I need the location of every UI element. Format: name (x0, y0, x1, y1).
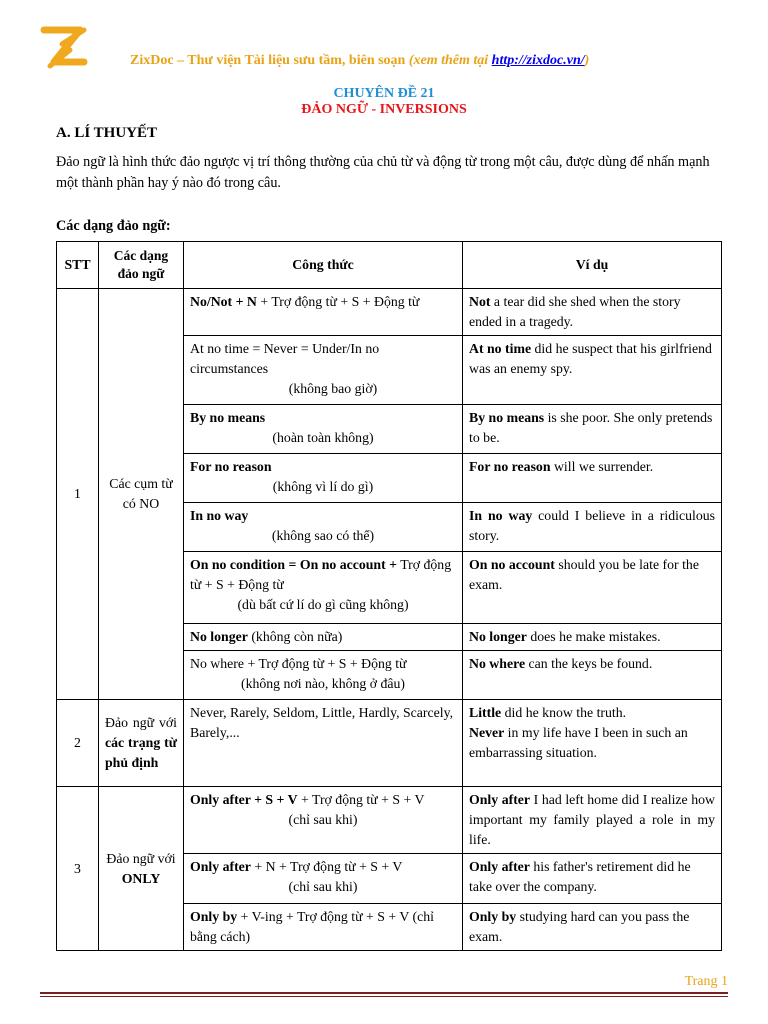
footer-rule-thin (40, 996, 728, 997)
site-header (130, 53, 589, 69)
group-label: Đảo ngữ với ONLY (99, 787, 184, 951)
more-prefix: (xem thêm tại (408, 53, 492, 68)
example-cell: No longer does he make mistakes. (463, 624, 722, 651)
formula-cell: For no reason (không vì lí do gì) (184, 454, 463, 503)
group-label: Các cụm từ có NO (99, 289, 184, 700)
intro-paragraph: Đảo ngữ là hình thức đảo ngược vị trí thông thường của chủ từ và động từ trong một câu, được dùng để nhấn mạnh một thành phần hay ý nào đó trong câu. (56, 154, 710, 191)
example-cell: Only after his father's retirement did he take over the company. (463, 854, 722, 904)
header-example: Ví dụ (463, 242, 722, 289)
table-header-row (57, 242, 722, 289)
brand-text: ZixDoc – Thư viện Tài liệu sưu tầm, biên soạn (130, 53, 406, 68)
formula-cell: Only after + S + V + Trợ động từ + S + V (chỉ sau khi) (184, 787, 463, 854)
example-cell: At no time did he suspect that his girlfriend was an enemy spy. (463, 336, 722, 405)
formula-cell: By no means (hoàn toàn không) (184, 405, 463, 454)
topic-title: ĐẢO NGỮ - INVERSIONS (301, 102, 467, 117)
table-row (57, 787, 722, 854)
table-row (57, 700, 722, 787)
header-stt: STT (57, 242, 99, 289)
example-cell: Only by studying hard can you pass the exam. (463, 904, 722, 951)
topic-number: CHUYÊN ĐỀ 21 (333, 86, 435, 101)
example-cell: By no means is she poor. She only pretends to be. (463, 405, 722, 454)
example-cell: On no account should you be late for the exam. (463, 552, 722, 624)
example-cell: In no way could I believe in a ridiculous story. (463, 503, 722, 552)
formula-cell: At no time = Never = Under/In no circumstances (không bao giờ) (184, 336, 463, 405)
formula-cell: In no way (không sao có thể) (184, 503, 463, 552)
types-label: Các dạng đảo ngữ: (56, 218, 171, 234)
header-formula: Công thức (184, 242, 463, 289)
page-number: Trang 1 (684, 974, 728, 989)
example-cell: No where can the keys be found. (463, 651, 722, 700)
example-cell: Only after I had left home did I realize how important my family played a role in my life. (463, 787, 722, 854)
table-row (57, 289, 722, 336)
group-label: Đảo ngữ với các trạng từ phủ định (99, 700, 184, 787)
formula-cell: On no condition = On no account + Trợ động từ + S + Động từ (dù bất cứ lí do gì cũng không) (184, 552, 463, 624)
zixdoc-logo-icon (40, 26, 92, 70)
example-cell: For no reason will we surrender. (463, 454, 722, 503)
group-number: 1 (57, 289, 99, 700)
example-cell: Not a tear did she shed when the story ended in a tragedy. (463, 289, 722, 336)
example-cell: Little did he know the truth. Never in my life have I been in such an embarrassing situation. (463, 700, 722, 787)
header-type: Các dạng đảo ngữ (99, 242, 184, 289)
formula-cell: Only after + N + Trợ động từ + S + V (chỉ sau khi) (184, 854, 463, 904)
formula-cell: No where + Trợ động từ + S + Động từ (không nơi nào, không ở đâu) (184, 651, 463, 700)
site-link[interactable]: http://zixdoc.vn/ (491, 53, 585, 68)
inversion-table (56, 241, 722, 951)
formula-cell: Only by + V-ing + Trợ động từ + S + V (chỉ bằng cách) (184, 904, 463, 951)
section-heading: A. LÍ THUYẾT (56, 125, 158, 141)
group-number: 3 (57, 787, 99, 951)
formula-cell: No longer (không còn nữa) (184, 624, 463, 651)
formula-cell: Never, Rarely, Seldom, Little, Hardly, Scarcely, Barely,... (184, 700, 463, 787)
more-suffix: ) (584, 53, 590, 68)
group-number: 2 (57, 700, 99, 787)
formula-cell: No/Not + N + Trợ động từ + S + Động từ (184, 289, 463, 336)
footer-rule (40, 992, 728, 994)
